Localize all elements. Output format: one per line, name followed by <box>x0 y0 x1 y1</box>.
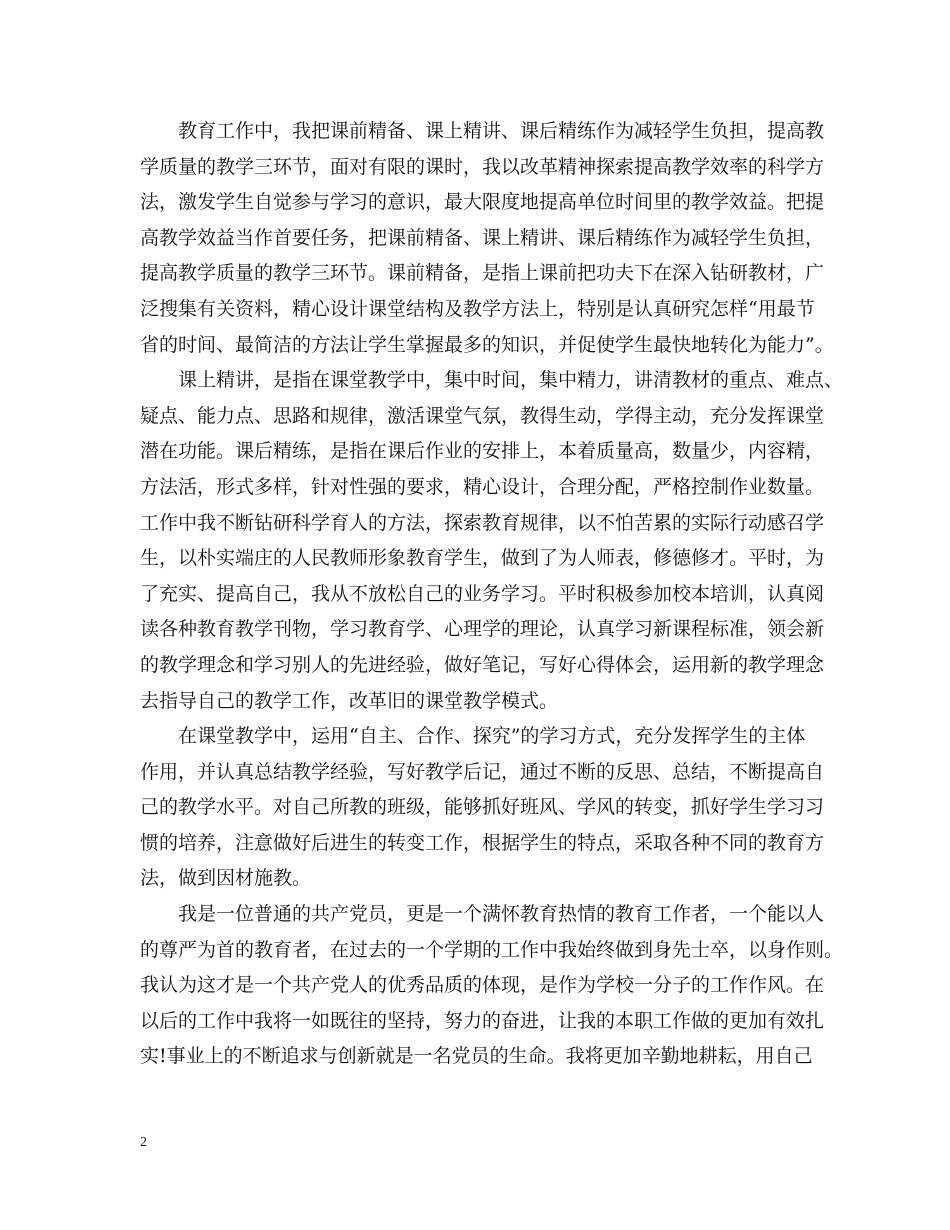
text-line: 了充实、提高自己，我从不放松自己的业务学习。平时积极参加校本培训，认真阅 <box>140 582 825 605</box>
text-line: 的尊严为首的教育者，在过去的一个学期的工作中我始终做到身先士卒，以身作则。 <box>140 938 844 961</box>
text-line: 的教学理念和学习别人的先进经验，做好笔记，写好心得体会，运用新的教学理念 <box>140 653 825 676</box>
text-line: 教育工作中，我把课前精备、课上精讲、课后精练作为减轻学生负担，提高教 <box>178 120 825 142</box>
text-line: 以后的工作中我将一如既往的坚持，努力的奋进，让我的本职工作做的更加有效扎 <box>140 1009 825 1032</box>
text-line: 惯的培养，注意做好后进生的转变工作，根据学生的特点，采取各种不同的教育方 <box>140 831 825 854</box>
text-line: 省的时间、最简洁的方法让学生掌握最多的知识，并促使学生最快地转化为能力”。 <box>140 333 834 356</box>
page-number: 2 <box>140 1135 147 1150</box>
text-line: 学质量的教学三环节，面对有限的课时，我以改革精神探索提高教学效率的科学方 <box>140 155 825 178</box>
text-line: 在课堂教学中，运用“自主、合作、探究”的学习方式，充分发挥学生的主体 <box>178 725 806 748</box>
text-line: 法，激发学生自觉参与学习的意识，最大限度地提高单位时间里的教学效益。把提 <box>140 191 825 214</box>
text-line: 己的教学水平。对自己所教的班级，能够抓好班风、学风的转变，抓好学生学习习 <box>140 796 825 819</box>
text-line: 疑点、能力点、思路和规律，激活课堂气氛，教得生动，学得主动，充分发挥课堂 <box>140 404 825 427</box>
text-line: 提高教学质量的教学三环节。课前精备，是指上课前把功夫下在深入钻研教材，广 <box>140 262 825 285</box>
text-line: 课上精讲，是指在课堂教学中，集中时间，集中精力，讲清教材的重点、难点、 <box>178 369 844 392</box>
text-line: 实!事业上的不断追求与创新就是一名党员的生命。我将更加辛勤地耕耘，用自己 <box>140 1045 813 1068</box>
text-line: 作用，并认真总结教学经验，写好教学后记，通过不断的反思、总结，不断提高自 <box>140 760 825 783</box>
text-line: 高教学效益当作首要任务，把课前精备、课上精讲、课后精练作为减轻学生负担， <box>140 226 825 249</box>
text-line: 我是一位普通的共产党员，更是一个满怀教育热情的教育工作者，一个能以人 <box>178 903 825 926</box>
text-line: 潜在功能。课后精练，是指在课后作业的安排上，本着质量高，数量少，内容精， <box>140 440 825 463</box>
text-line: 泛搜集有关资料，精心设计课堂结构及教学方法上，特别是认真研究怎样“用最节 <box>140 297 815 320</box>
text-line: 工作中我不断钻研科学育人的方法，探索教育规律，以不怕苦累的实际行动感召学 <box>140 511 825 534</box>
paragraph <box>140 114 834 363</box>
text-line: 法，做到因材施教。 <box>140 867 312 890</box>
text-line: 生，以朴实端庄的人民教师形象教育学生，做到了为人师表，修德修才。平时，为 <box>140 547 825 570</box>
text-line: 我认为这才是一个共产党人的优秀品质的体现，是作为学校一分子的工作作风。在 <box>140 974 825 997</box>
paragraph <box>140 897 844 1075</box>
paragraph <box>140 363 844 719</box>
body-text <box>140 114 844 1075</box>
text-line: 去指导自己的教学工作，改革旧的课堂教学模式。 <box>140 689 559 712</box>
paragraph <box>140 719 825 897</box>
text-line: 读各种教育教学刊物，学习教育学、心理学的理论，认真学习新课程标准，领会新 <box>140 618 825 641</box>
text-line: 方法活，形式多样，针对性强的要求，精心设计，合理分配，严格控制作业数量。 <box>140 475 825 498</box>
